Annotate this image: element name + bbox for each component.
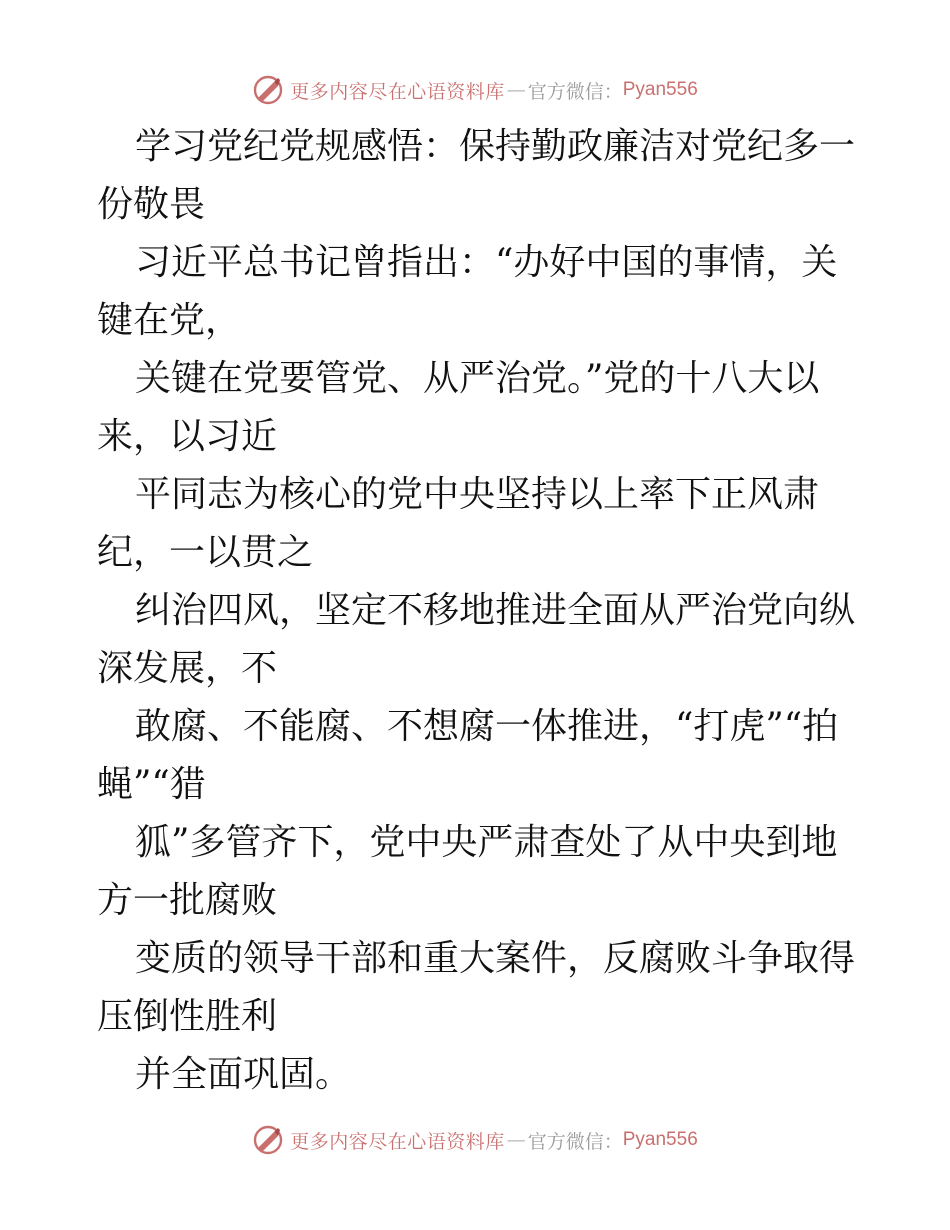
paragraph: 敢腐、不能腐、不想腐一体推进，“打虎”“拍蝇”“猎	[97, 706, 839, 805]
paragraph: 并全面巩固。	[135, 1054, 352, 1095]
paragraph: 平同志为核心的党中央坚持以上率下正风肃纪，一以贯之	[97, 474, 820, 573]
banner-separator: —	[506, 79, 526, 101]
banner-wechat-id: Pyan556	[622, 1129, 698, 1150]
paragraph: 狐”多管齐下，党中央严肃查处了从中央到地方一批腐败	[97, 822, 838, 921]
paragraph: 变质的领导干部和重大案件，反腐败斗争取得压倒性胜利	[97, 938, 856, 1037]
article-body	[97, 118, 857, 1104]
banner-wechat-id: Pyan556	[622, 79, 698, 100]
banner-title: 更多内容尽在心语资料库	[290, 80, 505, 103]
banner-wechat-label: 官方微信：	[527, 1130, 623, 1153]
paragraph: 习近平总书记曾指出：“办好中国的事情，关键在党，	[97, 242, 838, 341]
footer-banner	[0, 1120, 950, 1160]
paragraph: 学习党纪党规感悟：保持勤政廉洁对党纪多一份敬畏	[97, 126, 856, 225]
paragraph: 纠治四风，坚定不移地推进全面从严治党向纵深发展，不	[97, 590, 856, 689]
paragraph: 关键在党要管党、从严治党。”党的十八大以来，以习近	[97, 358, 820, 457]
banner-separator: —	[506, 1129, 526, 1151]
pen-logo-icon	[252, 74, 284, 106]
banner-title: 更多内容尽在心语资料库	[290, 1130, 505, 1153]
header-banner	[0, 70, 950, 110]
pen-logo-icon	[252, 1124, 284, 1156]
banner-wechat-label: 官方微信：	[527, 80, 623, 103]
